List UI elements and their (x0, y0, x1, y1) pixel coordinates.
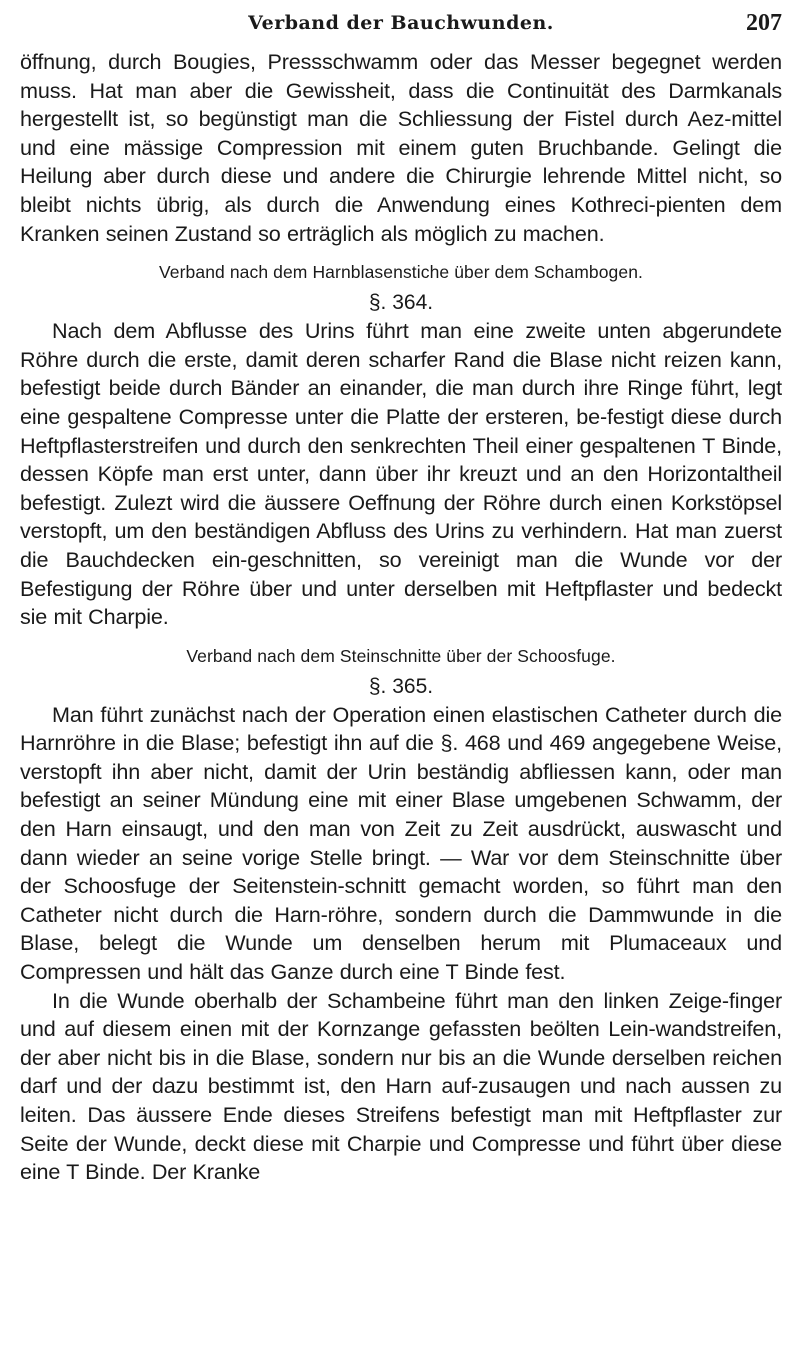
running-head (20, 8, 782, 48)
running-title: Verband der Bauchwunden. (248, 12, 554, 34)
paragraph-365-b: In die Wunde oberhalb der Schambeine führt man den linken Zeige-finger und auf diesem einen mit der Kornzange gefassten beölten Lein-wandstreifen, der aber nicht bis in die Blase, sondern nur bis an die Wunde derselben reichen darf und der dazu bestimmt ist, den Harn auf-zusaugen und nach aussen zu leiten. Das äussere Ende dieses Streifens befestigt man mit Heftpflaster zur Seite der Wunde, deckt diese mit Charpie und Compresse und führt über diese eine T Binde. Der Kranke (20, 987, 782, 1185)
section-number-364: §. 364. (368, 291, 434, 315)
paragraph-364: Nach dem Abflusse des Urins führt man eine zweite unten abgerundete Röhre durch die erste, damit deren scharfer Rand die Blase nicht reizen kann, befestigt beide durch Bänder an einander, die man durch ihre Ringe führt, legt eine gespaltene Compresse unter die Platte der ersteren, be-festigt diese durch Heftpflasterstreifen und durch den senkrechten Theil einer gespaltenen T Binde, dessen Köpfe man erst unter, dann über ihr kreuzt und an den Horizontaltheil befestigt. Zulezt wird die äussere Oeffnung der Röhre durch einen Korkstöpsel verstopft, um den beständigen Abfluss des Urins zu verhindern. Hat man zuerst die Bauchdecken ein-geschnitten, so vereinigt man die Wunde vor der Befestigung der Röhre über und unter derselben mit Heftpflaster und bedeckt sie mit Charpie. (20, 318, 782, 630)
paragraph-365-a: Man führt zunächst nach der Operation einen elastischen Catheter durch die Harnröhre in die Blase; befestigt ihn auf die §. 468 und 469 angegebene Weise, verstopft ihn aber nicht, damit der Urin beständig abfliessen kann, oder man befestigt an seiner Mündung eine mit einer Blase umgebenen Schwamm, der den Harn einsaugt, und den man von Zeit zu Zeit ausdrückt, auswascht und dann wieder an seine vorige Stelle bringt. — War vor dem Steinschnitte über der Schoosfuge der Seitenstein-schnitt gemacht worden, so führt man den Catheter nicht durch die Harn-röhre, sondern durch die Dammwunde in die Blase, belegt die Wunde um denselben herum mit Plumaceaux und Compressen und hält das Ganze durch eine T Binde fest. (20, 701, 782, 985)
section-heading-harnblasenstich: Verband nach dem Harnblasenstiche über dem Schambogen. (158, 262, 644, 283)
page-number: 207 (746, 10, 782, 36)
book-page (20, 8, 782, 1187)
paragraph-continued: öffnung, durch Bougies, Pressschwamm oder das Messer begegnet werden muss. Hat man aber die Gewissheit, dass die Continuität des Darmkanals hergestellt ist, so begünstigt man die Schliessung der Fistel durch Aez-mittel und eine mässige Compression mit einem guten Bruchbande. Gelingt die Heilung aber durch diese und andere die Chirurgie lehrende Mittel nicht, so bleibt nichts übrig, als durch die Anwendung eines Kothreci-pienten dem Kranken seinen Zustand so erträglich als möglich zu machen. (20, 49, 782, 246)
section-heading-steinschnitt: Verband nach dem Steinschnitte über der Schoosfuge. (186, 645, 616, 666)
section-number-365: §. 365. (368, 674, 434, 698)
